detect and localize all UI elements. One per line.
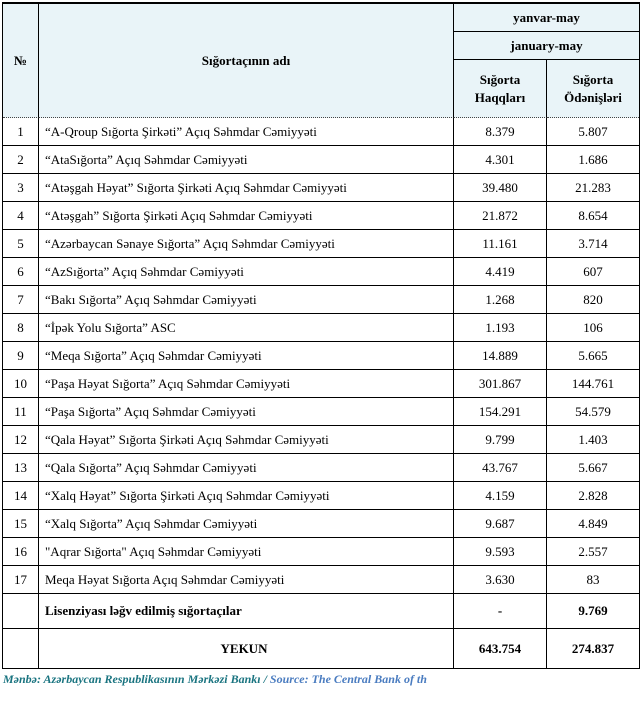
row-number-cell <box>3 594 39 629</box>
table-row <box>3 426 639 454</box>
row-number-cell: 4 <box>3 202 39 230</box>
premiums-cell: 4.159 <box>454 482 547 510</box>
payments-cell: 144.761 <box>547 370 639 398</box>
company-name-cell: “A-Qroup Sığorta Şirkəti” Açıq Səhmdar Cəmiyyəti <box>39 118 454 146</box>
source-note <box>2 672 638 687</box>
premiums-cell: 4.419 <box>454 258 547 286</box>
table-header <box>3 4 639 118</box>
premiums-cell: 39.480 <box>454 174 547 202</box>
table-row <box>3 454 639 482</box>
cancelled-insurers-row <box>3 594 639 629</box>
row-number-cell: 14 <box>3 482 39 510</box>
row-number-cell: 1 <box>3 118 39 146</box>
payments-cell: 5.807 <box>547 118 639 146</box>
premiums-cell: 9.593 <box>454 538 547 566</box>
payments-cell: 4.849 <box>547 510 639 538</box>
header-payments-cell: Sığorta Ödənişləri <box>547 60 639 118</box>
source-separator: / <box>260 672 270 686</box>
cancelled-label-cell: Lisenziyası ləğv edilmiş sığortaçılar <box>39 594 454 629</box>
payments-cell: 54.579 <box>547 398 639 426</box>
table-row <box>3 258 639 286</box>
premiums-cell: 1.193 <box>454 314 547 342</box>
header-no-cell: № <box>3 4 39 118</box>
payments-cell: 2.828 <box>547 482 639 510</box>
company-name-cell: “Azərbaycan Sənaye Sığorta” Açıq Səhmdar Cəmiyyəti <box>39 230 454 258</box>
total-row <box>3 629 639 668</box>
premiums-cell: 154.291 <box>454 398 547 426</box>
row-number-cell: 17 <box>3 566 39 594</box>
row-number-cell: 2 <box>3 146 39 174</box>
table-row <box>3 230 639 258</box>
company-name-cell: “Paşa Həyat Sığorta” Açıq Səhmdar Cəmiyyəti <box>39 370 454 398</box>
row-number-cell: 5 <box>3 230 39 258</box>
table-row <box>3 314 639 342</box>
premiums-cell: 9.799 <box>454 426 547 454</box>
total-payments-cell: 274.837 <box>547 629 639 668</box>
row-number-cell: 3 <box>3 174 39 202</box>
premiums-cell: 4.301 <box>454 146 547 174</box>
company-name-cell: “Bakı Sığorta” Açıq Səhmdar Cəmiyyəti <box>39 286 454 314</box>
row-number-cell: 8 <box>3 314 39 342</box>
row-number-cell: 15 <box>3 510 39 538</box>
header-period-az-cell: yanvar-may <box>454 4 639 32</box>
insurance-table <box>2 2 640 669</box>
payments-cell: 21.283 <box>547 174 639 202</box>
row-number-cell <box>3 629 39 668</box>
payments-cell: 8.654 <box>547 202 639 230</box>
company-name-cell: “Xalq Sığorta” Açıq Səhmdar Cəmiyyəti <box>39 510 454 538</box>
table-body <box>3 118 639 594</box>
company-name-cell: “Qala Həyat” Sığorta Şirkəti Açıq Səhmdar Cəmiyyəti <box>39 426 454 454</box>
premiums-cell: 8.379 <box>454 118 547 146</box>
payments-cell: 83 <box>547 566 639 594</box>
premiums-cell: - <box>454 594 547 629</box>
company-name-cell: “AtaSığorta” Açıq Səhmdar Cəmiyyəti <box>39 146 454 174</box>
payments-cell: 106 <box>547 314 639 342</box>
header-company-name-cell: Sığortaçının adı <box>39 4 454 118</box>
table-row <box>3 370 639 398</box>
company-name-cell: “Qala Sığorta” Açıq Səhmdar Cəmiyyəti <box>39 454 454 482</box>
premiums-cell: 11.161 <box>454 230 547 258</box>
table-row <box>3 398 639 426</box>
payments-cell: 820 <box>547 286 639 314</box>
source-text-en: Source: The Central Bank of th <box>269 672 427 686</box>
payments-cell: 607 <box>547 258 639 286</box>
table-row <box>3 342 639 370</box>
table-row <box>3 538 639 566</box>
premiums-cell: 3.630 <box>454 566 547 594</box>
row-number-cell: 16 <box>3 538 39 566</box>
table-row <box>3 566 639 594</box>
row-number-cell: 11 <box>3 398 39 426</box>
company-name-cell: “AzSığorta” Açıq Səhmdar Cəmiyyəti <box>39 258 454 286</box>
row-number-cell: 9 <box>3 342 39 370</box>
payments-cell: 5.665 <box>547 342 639 370</box>
premiums-cell: 21.872 <box>454 202 547 230</box>
table-row <box>3 118 639 146</box>
premiums-cell: 9.687 <box>454 510 547 538</box>
header-row-period-az <box>3 4 639 32</box>
payments-cell: 5.667 <box>547 454 639 482</box>
row-number-cell: 6 <box>3 258 39 286</box>
total-premiums-cell: 643.754 <box>454 629 547 668</box>
premiums-cell: 14.889 <box>454 342 547 370</box>
company-name-cell: “Xalq Həyat” Sığorta Şirkəti Açıq Səhmdar Cəmiyyəti <box>39 482 454 510</box>
payments-cell: 1.686 <box>547 146 639 174</box>
total-label-cell: YEKUN <box>39 629 454 668</box>
company-name-cell: "Aqrar Sığorta" Açıq Səhmdar Cəmiyyəti <box>39 538 454 566</box>
row-number-cell: 12 <box>3 426 39 454</box>
premiums-cell: 43.767 <box>454 454 547 482</box>
table-row <box>3 482 639 510</box>
table-row <box>3 510 639 538</box>
premiums-cell: 1.268 <box>454 286 547 314</box>
payments-cell: 9.769 <box>547 594 639 629</box>
company-name-cell: “Paşa Sığorta” Açıq Səhmdar Cəmiyyəti <box>39 398 454 426</box>
row-number-cell: 10 <box>3 370 39 398</box>
payments-cell: 1.403 <box>547 426 639 454</box>
header-premiums-cell: Sığorta Haqqları <box>454 60 547 118</box>
premiums-cell: 301.867 <box>454 370 547 398</box>
payments-cell: 2.557 <box>547 538 639 566</box>
row-number-cell: 13 <box>3 454 39 482</box>
company-name-cell: Meqa Həyat Sığorta Açıq Səhmdar Cəmiyyəti <box>39 566 454 594</box>
company-name-cell: “Atəşgah Həyat” Sığorta Şirkəti Açıq Səhmdar Cəmiyyəti <box>39 174 454 202</box>
table-summary <box>3 594 639 668</box>
header-period-en-cell: january-may <box>454 32 639 60</box>
company-name-cell: “Meqa Sığorta” Açıq Səhmdar Cəmiyyəti <box>39 342 454 370</box>
payments-cell: 3.714 <box>547 230 639 258</box>
table-row <box>3 146 639 174</box>
source-text-az: Mənbə: Azərbaycan Respublikasının Mərkəzi Bankı <box>3 672 261 686</box>
company-name-cell: “İpək Yolu Sığorta” ASC <box>39 314 454 342</box>
table-row <box>3 202 639 230</box>
company-name-cell: “Atəşgah” Sığorta Şirkəti Açıq Səhmdar Cəmiyyəti <box>39 202 454 230</box>
table-row <box>3 286 639 314</box>
row-number-cell: 7 <box>3 286 39 314</box>
table-row <box>3 174 639 202</box>
